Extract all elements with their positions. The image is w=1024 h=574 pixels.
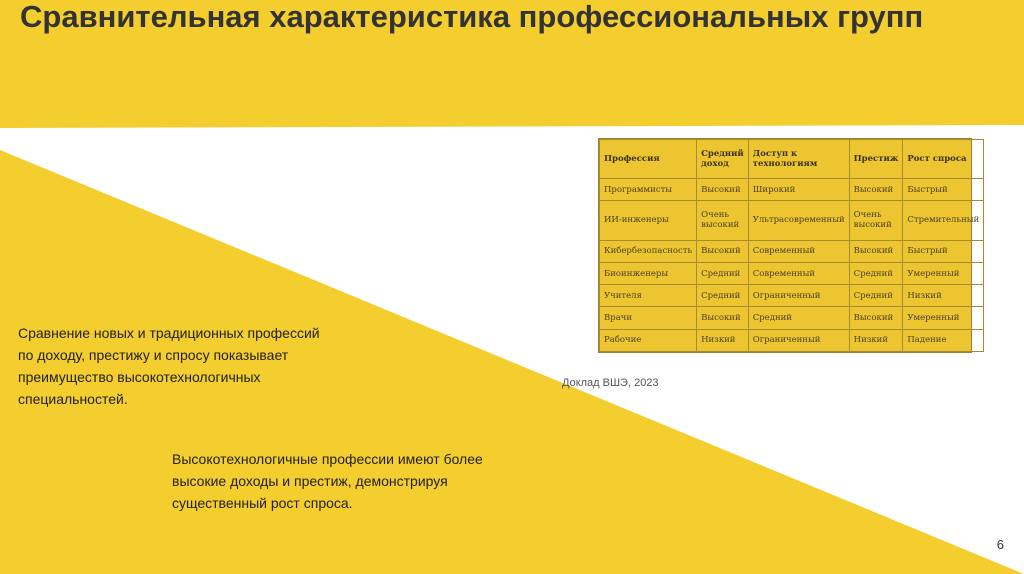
- table-cell: Высокий: [697, 307, 749, 329]
- table-row: [600, 329, 984, 351]
- table-header-cell: Средний доход: [697, 140, 749, 179]
- table-cell: ИИ-инженеры: [600, 201, 697, 240]
- table-cell: Очень высокий: [849, 201, 903, 240]
- table-cell: Средний: [748, 307, 849, 329]
- table-cell: Умеренный: [903, 262, 984, 284]
- table-cell: Стремительный: [903, 201, 984, 240]
- table-cell: Ультрасовременный: [748, 201, 849, 240]
- table-cell: Низкий: [903, 285, 984, 307]
- table-cell: Современный: [748, 240, 849, 262]
- summary-paragraph: Сравнение новых и традиционных профессий по доходу, престижу и спросу показывает преимущество высокотехнологичных специальностей.: [18, 325, 320, 407]
- table-cell: Высокий: [849, 240, 903, 262]
- table-cell: Умеренный: [903, 307, 984, 329]
- table-header-cell: Престиж: [849, 140, 903, 179]
- table-row: [600, 285, 984, 307]
- table-row: [600, 262, 984, 284]
- table-cell: Высокий: [697, 240, 749, 262]
- slide-title: Сравнительная характеристика профессиональных групп: [20, 0, 924, 34]
- table-row: [600, 307, 984, 329]
- table-cell: Ограниченный: [748, 285, 849, 307]
- table-cell: Рабочие: [600, 329, 697, 351]
- table-header-row: [600, 140, 984, 179]
- table-cell: Средний: [849, 262, 903, 284]
- table-cell: Врачи: [600, 307, 697, 329]
- table-cell: Очень высокий: [697, 201, 749, 240]
- table-cell: Падение: [903, 329, 984, 351]
- table-row: [600, 201, 984, 240]
- table-header-cell: Доступ к технологиям: [748, 140, 849, 179]
- table-header-cell: Рост спроса: [903, 140, 984, 179]
- table-cell: Высокий: [697, 179, 749, 201]
- page-number: 6: [996, 537, 1004, 552]
- table-cell: Быстрый: [903, 240, 984, 262]
- comparison-table-image: [598, 138, 980, 353]
- table-row: [600, 179, 984, 201]
- conclusion-paragraph: Высокотехнологичные профессии имеют более высокие доходы и престиж, демонстрируя существенный рост спроса.: [172, 451, 483, 511]
- table-cell: Высокий: [849, 307, 903, 329]
- table-cell: Средний: [849, 285, 903, 307]
- table-cell: Широкий: [748, 179, 849, 201]
- table-cell: Биоинженеры: [600, 262, 697, 284]
- table-source-caption: Доклад ВШЭ, 2023: [562, 377, 659, 389]
- table-cell: Высокий: [849, 179, 903, 201]
- table-cell: Ограниченный: [748, 329, 849, 351]
- table-row: [600, 240, 984, 262]
- table-cell: Кибербезопасность: [600, 240, 697, 262]
- table-cell: Современный: [748, 262, 849, 284]
- comparison-table: [599, 139, 984, 352]
- table-cell: Программисты: [600, 179, 697, 201]
- table-cell: Учителя: [600, 285, 697, 307]
- table-cell: Низкий: [849, 329, 903, 351]
- table-cell: Средний: [697, 285, 749, 307]
- table-cell: Быстрый: [903, 179, 984, 201]
- table-header-cell: Профессия: [600, 140, 697, 179]
- table-cell: Средний: [697, 262, 749, 284]
- table-cell: Низкий: [697, 329, 749, 351]
